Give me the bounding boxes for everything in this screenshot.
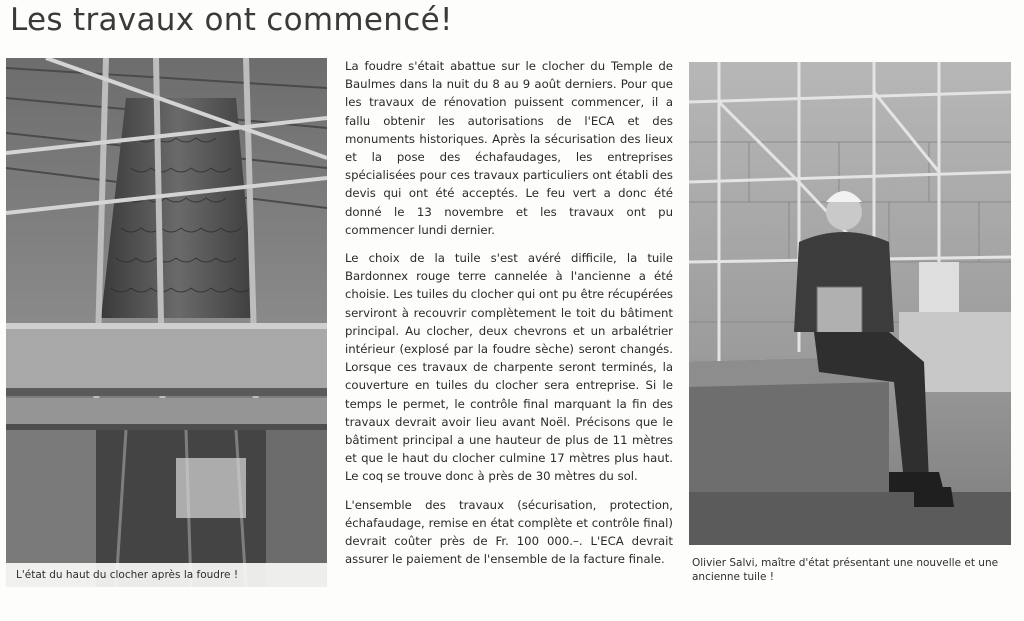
article-body xyxy=(345,57,673,578)
tiler-photo xyxy=(689,62,1011,545)
article-headline: Les travaux ont commencé! xyxy=(10,2,453,38)
bell-tower-photo xyxy=(6,58,327,587)
article-paragraph-3: L'ensemble des travaux (sécurisation, protection, échafaudage, remise en état complète et contrôle final) devrait coûter près de Fr. 100 000.–. L'ECA devrait assurer le paiement de l'ensemble de la facture finale. xyxy=(345,497,673,567)
bell-tower-caption: L'état du haut du clocher après la foudre ! xyxy=(6,563,327,587)
tiler-image xyxy=(689,62,1011,545)
bell-tower-image xyxy=(6,58,327,587)
tiler-caption: Olivier Salvi, maître d'état présentant une nouvelle et une ancienne tuile ! xyxy=(692,557,999,583)
article-paragraph-2: Le choix de la tuile s'est avéré difficile, la tuile Bardonnex rouge terre cannelée à l'ancienne a été choisie. Les tuiles du clocher qui ont pu être récupérées serviront à recouvrir complètement le toit du bâtiment principal. Au clocher, deux chevrons et un arbalétrier intérieur (explosé par la foudre sèche) seront changés. Lorsque ces travaux de charpente seront terminés, la couverture en tuiles du clocher sera entreprise. Si le temps le permet, le contrôle final marquant la fin des travaux devrait avoir lieu avant Noël. Précisons que le bâtiment principal a une hauteur de plus de 11 mètres et que le haut du clocher culmine 17 mètres plus haut. Le coq se trouve donc à près de 30 mètres du sol. xyxy=(345,251,673,484)
article-paragraph-1: La foudre s'était abattue sur le clocher du Temple de Baulmes dans la nuit du 8 au 9 août derniers. Pour que les travaux de rénovation puissent commencer, il a fallu obtenir les autorisations de l'ECA et des monuments historiques. Après la sécurisation des lieux et la pose des échafaudages, les entreprises spécialisées pour ces travaux particuliers ont établi des devis qui ont été acceptés. Le feu vert a donc été donné le 13 novembre et les travaux ont pu commencer lundi dernier. xyxy=(345,59,673,237)
